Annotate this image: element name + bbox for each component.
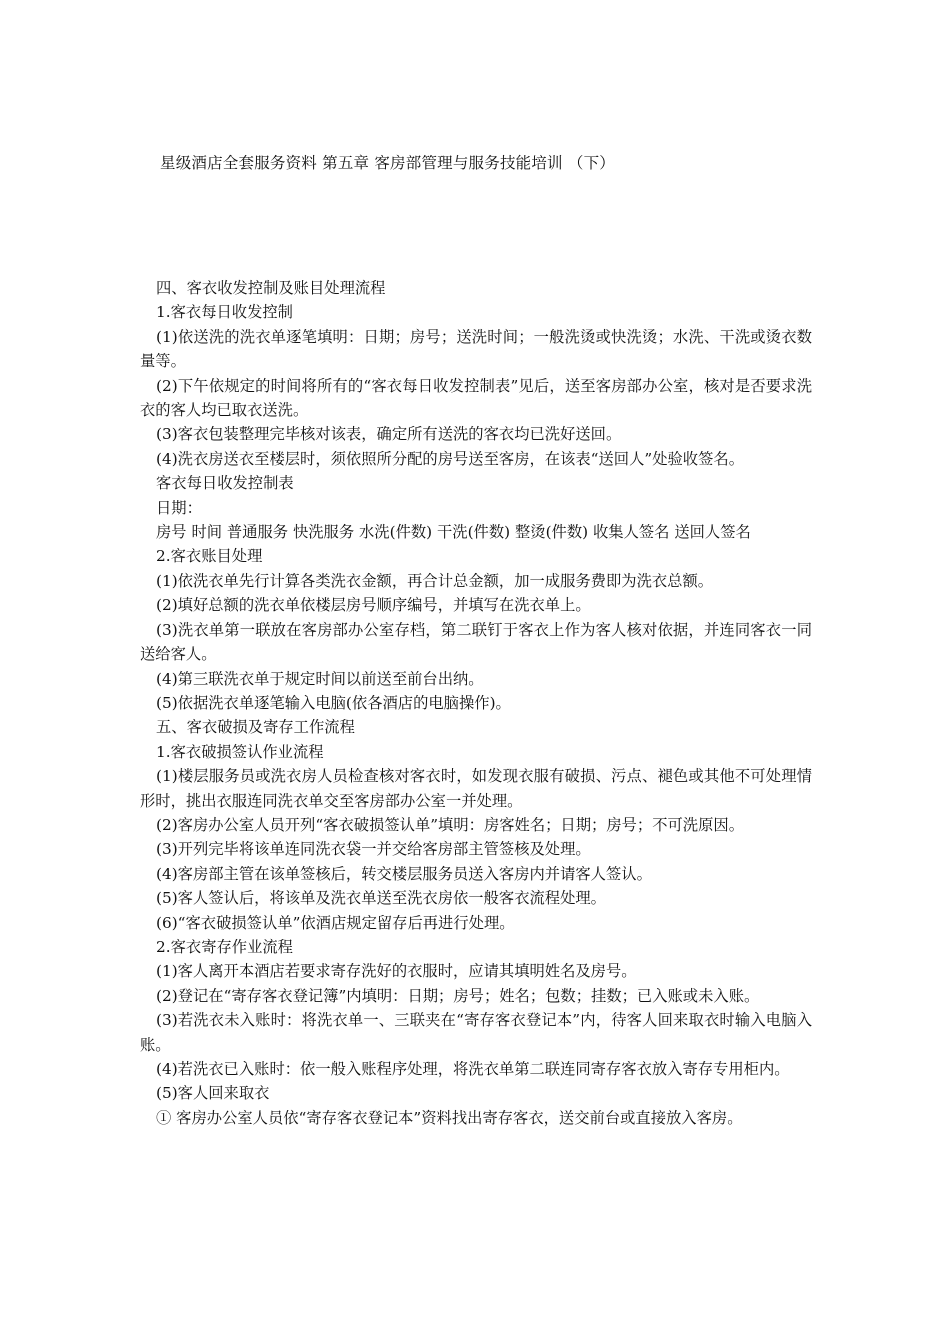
subsection-heading: 1.客衣破损签认作业流程 [156, 742, 324, 761]
paragraph: (1)楼层服务员或洗衣房人员检查核对客衣时，如发现衣服有破损、污点、褪色或其他不可处理情形时，挑出衣服连同洗衣单交至客房部办公室一并处理。 [140, 767, 812, 810]
paragraph: (2)登记在“寄存客衣登记簿”内填明：日期；房号；姓名；包数；挂数；已入账或未入账。 [156, 986, 760, 1005]
paragraph: (1)客人离开本酒店若要求寄存洗好的衣服时，应请其填明姓名及房号。 [156, 962, 637, 981]
paragraph: (2)下午依规定的时间将所有的“客衣每日收发控制表”见后，送至客房部办公室，核对是否要求洗衣的客人均已取衣送洗。 [140, 376, 812, 420]
section-heading: 四、客衣收发控制及账目处理流程 [156, 279, 386, 297]
paragraph: (2)填好总额的洗衣单依楼层房号顺序编号，并填写在洗衣单上。 [156, 596, 591, 615]
paragraph: (5)客人回来取衣 [156, 1084, 270, 1103]
paragraph: (4)若洗衣已入账时：依一般入账程序处理，将洗衣单第二联连同寄存客衣放入寄存专用柜内。 [156, 1060, 790, 1078]
subsection-heading: 1.客衣每日收发控制 [156, 303, 293, 322]
paragraph: (1)依洗衣单先行计算各类洗衣金额，再合计总金额，加一成服务费即为洗衣总额。 [156, 571, 714, 590]
table-title: 客衣每日收发控制表 [156, 474, 294, 493]
document-body [140, 276, 812, 1130]
paragraph: (4)客房部主管在该单签核后，转交楼层服务员送入客房内并请客人签认。 [156, 864, 652, 883]
paragraph: (1)依送洗的洗衣单逐笔填明：日期；房号；送洗时间；一般洗烫或快洗烫；水洗、干洗或烫衣数量等。 [140, 327, 812, 371]
document-title: 星级酒店全套服务资料 第五章 客房部管理与服务技能培训 （下） [160, 154, 615, 172]
paragraph: (3)客衣包装整理完毕核对该表，确定所有送洗的客衣均已洗好送回。 [156, 425, 622, 444]
paragraph: (3)若洗衣未入账时：将洗衣单一、三联夹在“寄存客衣登记本”内，待客人回来取衣时输入电脑入账。 [140, 1011, 812, 1054]
paragraph: (6)“客衣破损签认单”依酒店规定留存后再进行处理。 [156, 913, 515, 932]
subsection-heading: 2.客衣账目处理 [156, 547, 263, 566]
paragraph: (5)依据洗衣单逐笔输入电脑(依各酒店的电脑操作)。 [156, 693, 511, 712]
paragraph: (4)第三联洗衣单于规定时间以前送至前台出纳。 [156, 669, 484, 688]
paragraph: ① 客房办公室人员依“寄存客衣登记本”资料找出寄存客衣，送交前台或直接放入客房。 [156, 1108, 743, 1127]
subsection-heading: 2.客衣寄存作业流程 [156, 937, 293, 956]
paragraph: (5)客人签认后，将该单及洗衣单送至洗衣房依一般客衣流程处理。 [156, 889, 606, 908]
date-label: 日期： [156, 498, 202, 517]
paragraph: (3)洗衣单第一联放在客房部办公室存档，第二联钉于客衣上作为客人核对依据，并连同客衣一同送给客人。 [140, 620, 812, 664]
paragraph: (4)洗衣房送衣至楼层时，须依照所分配的房号送至客房，在该表“送回人”处验收签名。 [156, 449, 744, 468]
table-header-row: 房号 时间 普通服务 快洗服务 水洗(件数) 干洗(件数) 整烫(件数) 收集人签名 送回人签名 [156, 523, 751, 542]
section-heading: 五、客衣破损及寄存工作流程 [156, 718, 355, 737]
paragraph: (3)开列完毕将该单连同洗衣袋一并交给客房部主管签核及处理。 [156, 840, 591, 859]
paragraph: (2)客房办公室人员开列“客衣破损签认单”填明：房客姓名；日期；房号；不可洗原因。 [156, 815, 744, 834]
